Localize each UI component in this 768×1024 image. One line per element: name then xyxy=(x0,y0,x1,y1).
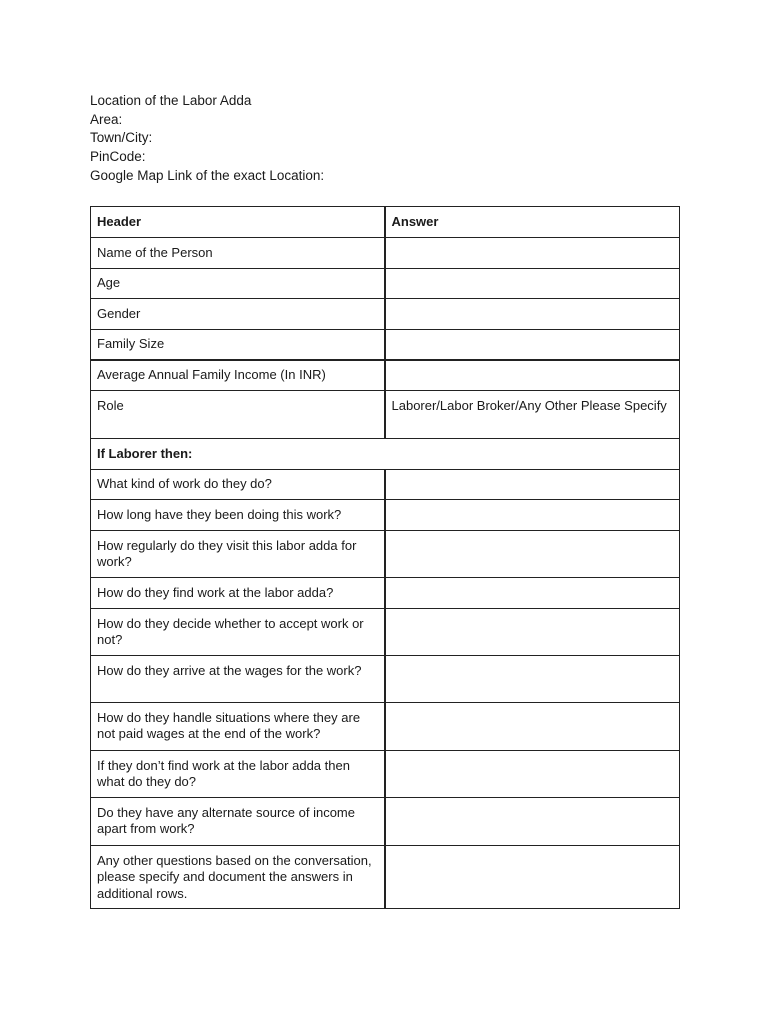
table-row xyxy=(91,751,680,798)
answer-cell[interactable] xyxy=(385,299,680,330)
answer-cell[interactable] xyxy=(385,578,680,609)
table-header-row xyxy=(91,207,680,238)
answer-cell[interactable] xyxy=(385,703,680,751)
table-row xyxy=(91,846,680,909)
location-block xyxy=(90,92,324,186)
answer-cell[interactable] xyxy=(385,360,680,391)
header-column-label: Header xyxy=(91,207,385,238)
answer-cell[interactable] xyxy=(385,798,680,846)
table-row xyxy=(91,299,680,330)
table-row xyxy=(91,609,680,656)
answer-cell[interactable] xyxy=(385,238,680,269)
question-label: Do they have any alternate source of income apart from work? xyxy=(91,798,385,846)
answer-cell[interactable]: Laborer/Labor Broker/Any Other Please Specify xyxy=(385,391,680,439)
answer-column-label: Answer xyxy=(385,207,680,238)
answer-cell[interactable] xyxy=(385,330,680,360)
table-row xyxy=(91,703,680,751)
answer-cell[interactable] xyxy=(385,751,680,798)
answer-cell[interactable] xyxy=(385,470,680,500)
table-row xyxy=(91,531,680,578)
table-row xyxy=(91,656,680,703)
table-row xyxy=(91,269,680,299)
question-label: How do they handle situations where they are not paid wages at the end of the work? xyxy=(91,703,385,751)
location-heading: Location of the Labor Adda xyxy=(90,93,252,108)
question-label: If they don’t find work at the labor adda then what do they do? xyxy=(91,751,385,798)
pincode-label: PinCode: xyxy=(90,149,146,165)
row-label: Name of the Person xyxy=(91,238,385,269)
table-row xyxy=(91,330,680,360)
table-row xyxy=(91,798,680,846)
section-row xyxy=(91,439,680,470)
table-row xyxy=(91,238,680,269)
row-label: Role xyxy=(91,391,385,439)
question-label: How do they find work at the labor adda? xyxy=(91,578,385,609)
answer-cell[interactable] xyxy=(385,531,680,578)
question-label: How do they arrive at the wages for the work? xyxy=(91,656,385,703)
answer-cell[interactable] xyxy=(385,846,680,909)
map-link-label: Google Map Link of the exact Location: xyxy=(90,167,325,183)
town-city-label: Town/City: xyxy=(90,130,153,146)
answer-cell[interactable] xyxy=(385,656,680,703)
answer-cell[interactable] xyxy=(385,269,680,299)
question-label: How regularly do they visit this labor adda for work? xyxy=(91,531,385,578)
survey-table xyxy=(90,206,680,909)
question-label: How long have they been doing this work? xyxy=(91,500,385,531)
table-row xyxy=(91,578,680,609)
row-label: Age xyxy=(91,269,385,299)
question-label: Any other questions based on the conversation, please specify and document the answers in additional rows. xyxy=(91,846,385,909)
row-label: Gender xyxy=(91,299,385,330)
answer-cell[interactable] xyxy=(385,609,680,656)
row-label: Family Size xyxy=(91,330,385,360)
section-label: If Laborer then: xyxy=(91,439,680,470)
question-label: What kind of work do they do? xyxy=(91,470,385,500)
table-row xyxy=(91,391,680,439)
answer-cell[interactable] xyxy=(385,500,680,531)
row-label: Average Annual Family Income (In INR) xyxy=(91,360,385,391)
table-row xyxy=(91,360,680,391)
table-row xyxy=(91,470,680,500)
question-label: How do they decide whether to accept work or not? xyxy=(91,609,385,656)
area-label: Area: xyxy=(90,111,123,127)
table-row xyxy=(91,500,680,531)
